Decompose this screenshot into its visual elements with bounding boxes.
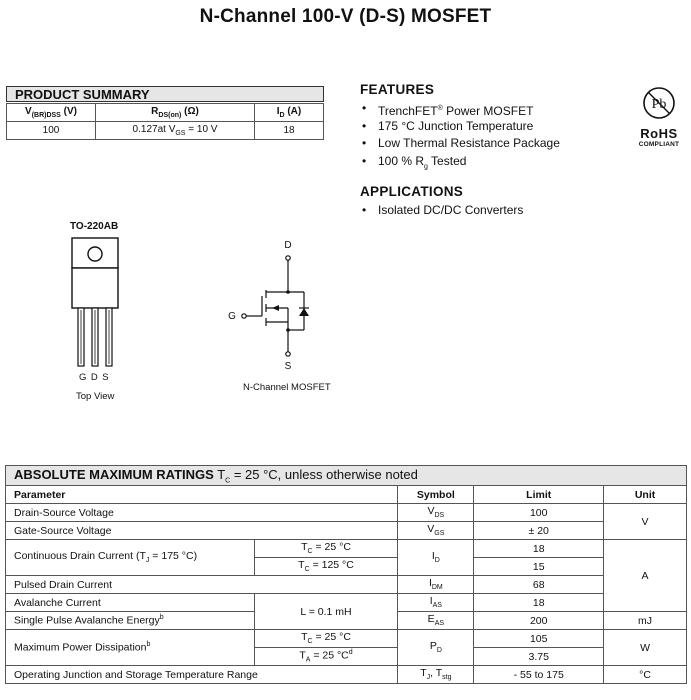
table-row: Pulsed Drain Current $I_{DM}$ 68 <box>6 576 687 594</box>
svg-text:D: D <box>284 240 292 251</box>
to220-package-drawing <box>66 236 126 374</box>
svg-text:G: G <box>228 311 236 322</box>
list-item: • TrenchFET® Power MOSFET <box>360 100 560 118</box>
absolute-maximum-ratings-table <box>5 465 687 684</box>
rohs-text: RoHS <box>640 126 678 141</box>
table-row: Continuous Drain Current ($T_J = 175$ °C) $T_C = 25$ °C $I_D$ 18 A <box>6 540 687 558</box>
table-row: Operating Junction and Storage Temperature Range $T_J$, $T_{stg}$ - 55 to 175 °C <box>6 666 687 684</box>
table-row: Single Pulse Avalanche Energy$^b$ $E_{AS}$ 200 mJ <box>6 612 687 630</box>
table-caption-row <box>6 466 687 486</box>
table-row: $T_C = 125$ °C 15 <box>6 558 687 576</box>
value-id: 18 <box>255 122 324 140</box>
list-item: • 100 % $R_g$ Tested <box>360 153 560 171</box>
top-view-label: Top View <box>76 391 115 402</box>
list-item: • 175 °C Junction Temperature <box>360 118 560 136</box>
header-symbol: Symbol <box>398 486 474 504</box>
product-summary-table <box>6 103 324 140</box>
package-pins: GDS <box>79 372 114 383</box>
header-rdson: $R_{DS(on)}$ (Ω) <box>96 104 255 122</box>
page-title: N-Channel 100-V (D-S) MOSFET <box>199 6 492 27</box>
header-limit: Limit <box>474 486 604 504</box>
list-item: • Isolated DC/DC Converters <box>360 202 523 220</box>
header-id: $I_D$ (A) <box>255 104 324 122</box>
table-row: Drain-Source Voltage $V_{DS}$ 100 V <box>6 504 687 522</box>
rohs-logo <box>634 86 684 148</box>
header-unit: Unit <box>604 486 687 504</box>
value-vbrdss: 100 <box>7 122 96 140</box>
pb-free-icon <box>639 86 679 120</box>
svg-text:S: S <box>284 361 292 372</box>
table-row <box>7 122 324 140</box>
table-row <box>7 104 324 122</box>
applications-list <box>360 202 523 220</box>
applications-title: APPLICATIONS <box>360 184 464 199</box>
product-summary-title: PRODUCT SUMMARY <box>6 86 324 102</box>
features-list <box>360 100 560 170</box>
table-row: $T_A = 25$ $^\circ C^d$ 3.75 <box>6 648 687 666</box>
table-row <box>6 486 687 504</box>
table-row: Maximum Power Dissipation$^b$ $T_C = 25$ °C $P_D$ 105 W <box>6 630 687 648</box>
header-parameter: Parameter <box>6 486 398 504</box>
rohs-compliant: COMPLIANT <box>638 141 680 148</box>
mosfet-schematic <box>222 236 322 376</box>
list-item: • Low Thermal Resistance Package <box>360 135 560 153</box>
features-title: FEATURES <box>360 82 435 97</box>
amr-title: ABSOLUTE MAXIMUM RATINGS $T_C = 25$ °C, unless otherwise noted <box>6 466 687 486</box>
schematic-label: N-Channel MOSFET <box>243 382 331 393</box>
header-vbrdss: $V_{(BR)DSS}$ (V) <box>7 104 96 122</box>
package-name: TO-220AB <box>70 221 119 232</box>
value-rdson: 0.127at $V_{GS} = 10$ V <box>96 122 255 140</box>
svg-text:Pb: Pb <box>651 97 667 112</box>
table-row: Avalanche Current L = 0.1 mH $I_{AS}$ 18 <box>6 594 687 612</box>
table-row: Gate-Source Voltage $V_{GS}$ ± 20 <box>6 522 687 540</box>
